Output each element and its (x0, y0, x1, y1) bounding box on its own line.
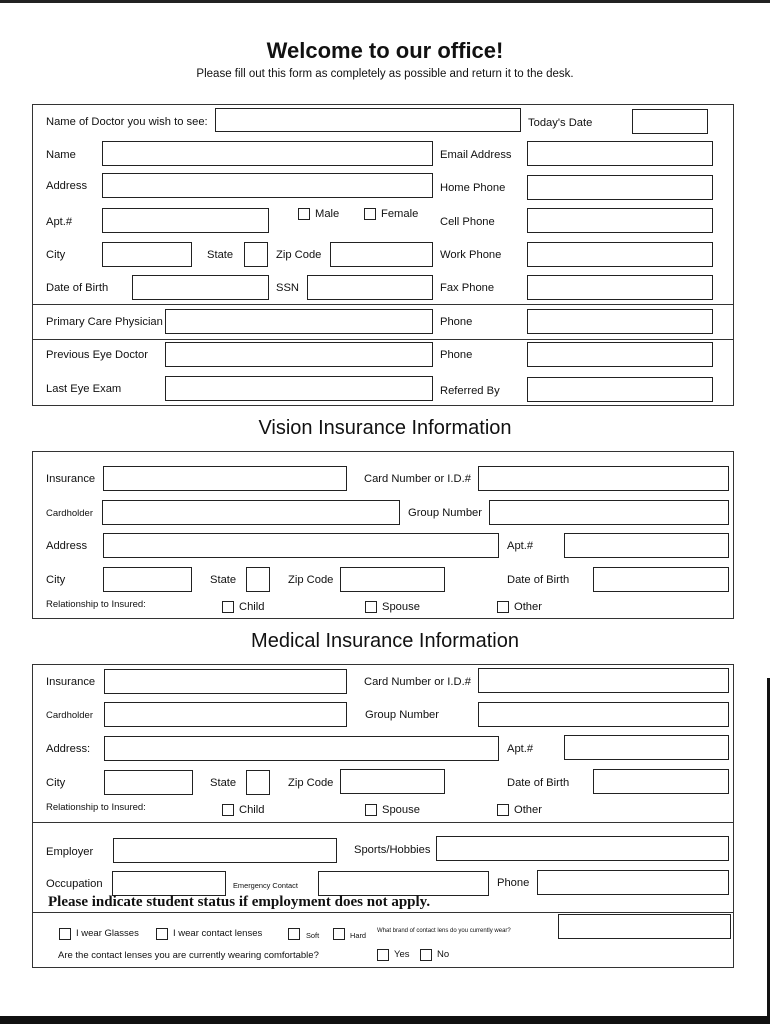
medical-apt-field[interactable] (564, 735, 729, 760)
dob-field[interactable] (132, 275, 269, 300)
vision-other-checkbox[interactable] (497, 601, 509, 613)
scan-bottom-edge (0, 1016, 770, 1024)
vision-child-label: Child (239, 601, 265, 613)
medical-group-field[interactable] (478, 702, 729, 727)
vision-dob-field[interactable] (593, 567, 729, 592)
name-label: Name (46, 149, 76, 161)
contact-brand-label: What brand of contact lens do you currently wear? (377, 928, 511, 934)
medical-card-label: Card Number or I.D.# (364, 676, 471, 688)
female-checkbox[interactable] (364, 208, 376, 220)
vision-other-label: Other (514, 601, 542, 613)
vision-group-field[interactable] (489, 500, 729, 525)
medical-other-checkbox[interactable] (497, 804, 509, 816)
page-title: Welcome to our office! (266, 38, 504, 63)
comfortable-no-label: No (437, 949, 450, 960)
work-phone-field[interactable] (527, 242, 713, 267)
comfortable-yes-checkbox[interactable] (377, 949, 389, 961)
medical-insurance-field[interactable] (104, 669, 347, 694)
vision-group-label: Group Number (408, 507, 482, 519)
vision-city-field[interactable] (103, 567, 192, 592)
medical-insurance-heading: Medical Insurance Information (251, 630, 519, 652)
male-checkbox[interactable] (298, 208, 310, 220)
emergency-phone-label: Phone (497, 877, 530, 889)
sports-hobbies-label: Sports/Hobbies (354, 844, 431, 856)
vision-cardholder-field[interactable] (102, 500, 400, 525)
vision-city-label: City (46, 574, 66, 586)
ssn-field[interactable] (307, 275, 433, 300)
contact-brand-field[interactable] (558, 914, 731, 939)
vision-address-label: Address (46, 540, 88, 552)
todays-date-field[interactable] (632, 109, 708, 134)
medical-cardholder-label: Cardholder (46, 710, 93, 721)
employer-label: Employer (46, 846, 94, 858)
soft-label: Soft (306, 931, 320, 940)
vision-relationship-label: Relationship to Insured: (46, 599, 146, 610)
medical-divider-1 (32, 822, 734, 823)
student-status-note: Please indicate student status if employment does not apply. (48, 894, 431, 910)
medical-zip-label: Zip Code (288, 777, 334, 789)
scan-top-edge (0, 0, 770, 3)
medical-zip-field[interactable] (340, 769, 445, 794)
pcp-phone-field[interactable] (527, 309, 713, 334)
referred-by-label: Referred By (440, 385, 500, 397)
vision-insurance-heading: Vision Insurance Information (258, 417, 512, 439)
cell-phone-label: Cell Phone (440, 216, 495, 228)
vision-apt-field[interactable] (564, 533, 729, 558)
glasses-checkbox[interactable] (59, 928, 71, 940)
medical-group-label: Group Number (365, 709, 439, 721)
vision-state-label: State (210, 574, 237, 586)
address-field[interactable] (102, 173, 433, 198)
vision-apt-label: Apt.# (507, 540, 534, 552)
vision-card-field[interactable] (478, 466, 729, 491)
medical-child-checkbox[interactable] (222, 804, 234, 816)
emergency-contact-field[interactable] (318, 871, 489, 896)
vision-zip-field[interactable] (340, 567, 445, 592)
vision-spouse-label: Spouse (382, 601, 420, 613)
last-eye-exam-field[interactable] (165, 376, 433, 401)
ssn-label: SSN (276, 282, 300, 294)
vision-zip-label: Zip Code (288, 574, 334, 586)
comfortable-yes-label: Yes (394, 949, 410, 960)
todays-date-label: Today's Date (528, 117, 593, 129)
prev-eye-doctor-field[interactable] (165, 342, 433, 367)
vision-child-checkbox[interactable] (222, 601, 234, 613)
work-phone-label: Work Phone (440, 249, 502, 261)
state-label: State (207, 249, 234, 261)
vision-insurance-field[interactable] (103, 466, 347, 491)
contacts-label: I wear contact lenses (173, 928, 263, 939)
apt-label: Apt.# (46, 216, 73, 228)
medical-spouse-checkbox[interactable] (365, 804, 377, 816)
pcp-field[interactable] (165, 309, 433, 334)
employer-field[interactable] (113, 838, 337, 863)
medical-other-label: Other (514, 804, 542, 816)
vision-dob-label: Date of Birth (507, 574, 570, 586)
pcp-phone-label: Phone (440, 316, 473, 328)
occupation-field[interactable] (112, 871, 226, 896)
address-label: Address (46, 180, 88, 192)
dob-label: Date of Birth (46, 282, 109, 294)
comfortable-no-checkbox[interactable] (420, 949, 432, 961)
medical-apt-label: Apt.# (507, 743, 534, 755)
sports-hobbies-field[interactable] (436, 836, 729, 861)
patient-divider-2 (32, 339, 734, 340)
medical-divider-2 (32, 912, 734, 913)
contacts-checkbox[interactable] (156, 928, 168, 940)
page-subtitle: Please fill out this form as completely as possible and return it to the desk. (196, 68, 574, 80)
home-phone-label: Home Phone (440, 182, 506, 194)
vision-spouse-checkbox[interactable] (365, 601, 377, 613)
city-label: City (46, 249, 66, 261)
vision-card-label: Card Number or I.D.# (364, 473, 471, 485)
medical-dob-field[interactable] (593, 769, 729, 794)
medical-state-label: State (210, 777, 237, 789)
medical-child-label: Child (239, 804, 265, 816)
email-field[interactable] (527, 141, 713, 166)
soft-checkbox[interactable] (288, 928, 300, 940)
zip-field[interactable] (330, 242, 433, 267)
referred-by-field[interactable] (527, 377, 713, 402)
medical-city-label: City (46, 777, 66, 789)
vision-cardholder-label: Cardholder (46, 508, 93, 519)
medical-card-field[interactable] (478, 668, 729, 693)
fax-label: Fax Phone (440, 282, 495, 294)
prev-eye-phone-field[interactable] (527, 342, 713, 367)
medical-state-field[interactable] (246, 770, 270, 795)
home-phone-field[interactable] (527, 175, 713, 200)
pcp-label: Primary Care Physician (46, 316, 163, 328)
occupation-label: Occupation (46, 878, 103, 890)
emergency-phone-field[interactable] (537, 870, 729, 895)
patient-divider-1 (32, 304, 734, 305)
cell-phone-field[interactable] (527, 208, 713, 233)
vision-state-field[interactable] (246, 567, 270, 592)
vision-address-field[interactable] (103, 533, 499, 558)
prev-eye-doctor-label: Previous Eye Doctor (46, 349, 148, 361)
doctor-label: Name of Doctor you wish to see: (46, 116, 208, 128)
female-label: Female (381, 208, 419, 220)
medical-spouse-label: Spouse (382, 804, 420, 816)
email-label: Email Address (440, 149, 512, 161)
state-field[interactable] (244, 242, 268, 267)
medical-insurance-label: Insurance (46, 676, 96, 688)
fax-field[interactable] (527, 275, 713, 300)
medical-cardholder-field[interactable] (104, 702, 347, 727)
apt-field[interactable] (102, 208, 269, 233)
doctor-field[interactable] (215, 108, 521, 132)
prev-eye-phone-label: Phone (440, 349, 473, 361)
name-field[interactable] (102, 141, 433, 166)
last-eye-exam-label: Last Eye Exam (46, 383, 122, 395)
medical-city-field[interactable] (104, 770, 193, 795)
medical-address-field[interactable] (104, 736, 499, 761)
hard-checkbox[interactable] (333, 928, 345, 940)
emergency-contact-label: Emergency Contact (233, 881, 298, 890)
medical-relationship-label: Relationship to Insured: (46, 802, 146, 813)
zip-label: Zip Code (276, 249, 322, 261)
vision-insurance-label: Insurance (46, 473, 96, 485)
glasses-label: I wear Glasses (76, 928, 139, 939)
male-label: Male (315, 208, 340, 220)
hard-label: Hard (350, 931, 367, 940)
medical-address-label: Address: (46, 743, 91, 755)
medical-dob-label: Date of Birth (507, 777, 570, 789)
comfortable-question: Are the contact lenses you are currently wearing comfortable? (58, 950, 319, 961)
city-field[interactable] (102, 242, 192, 267)
